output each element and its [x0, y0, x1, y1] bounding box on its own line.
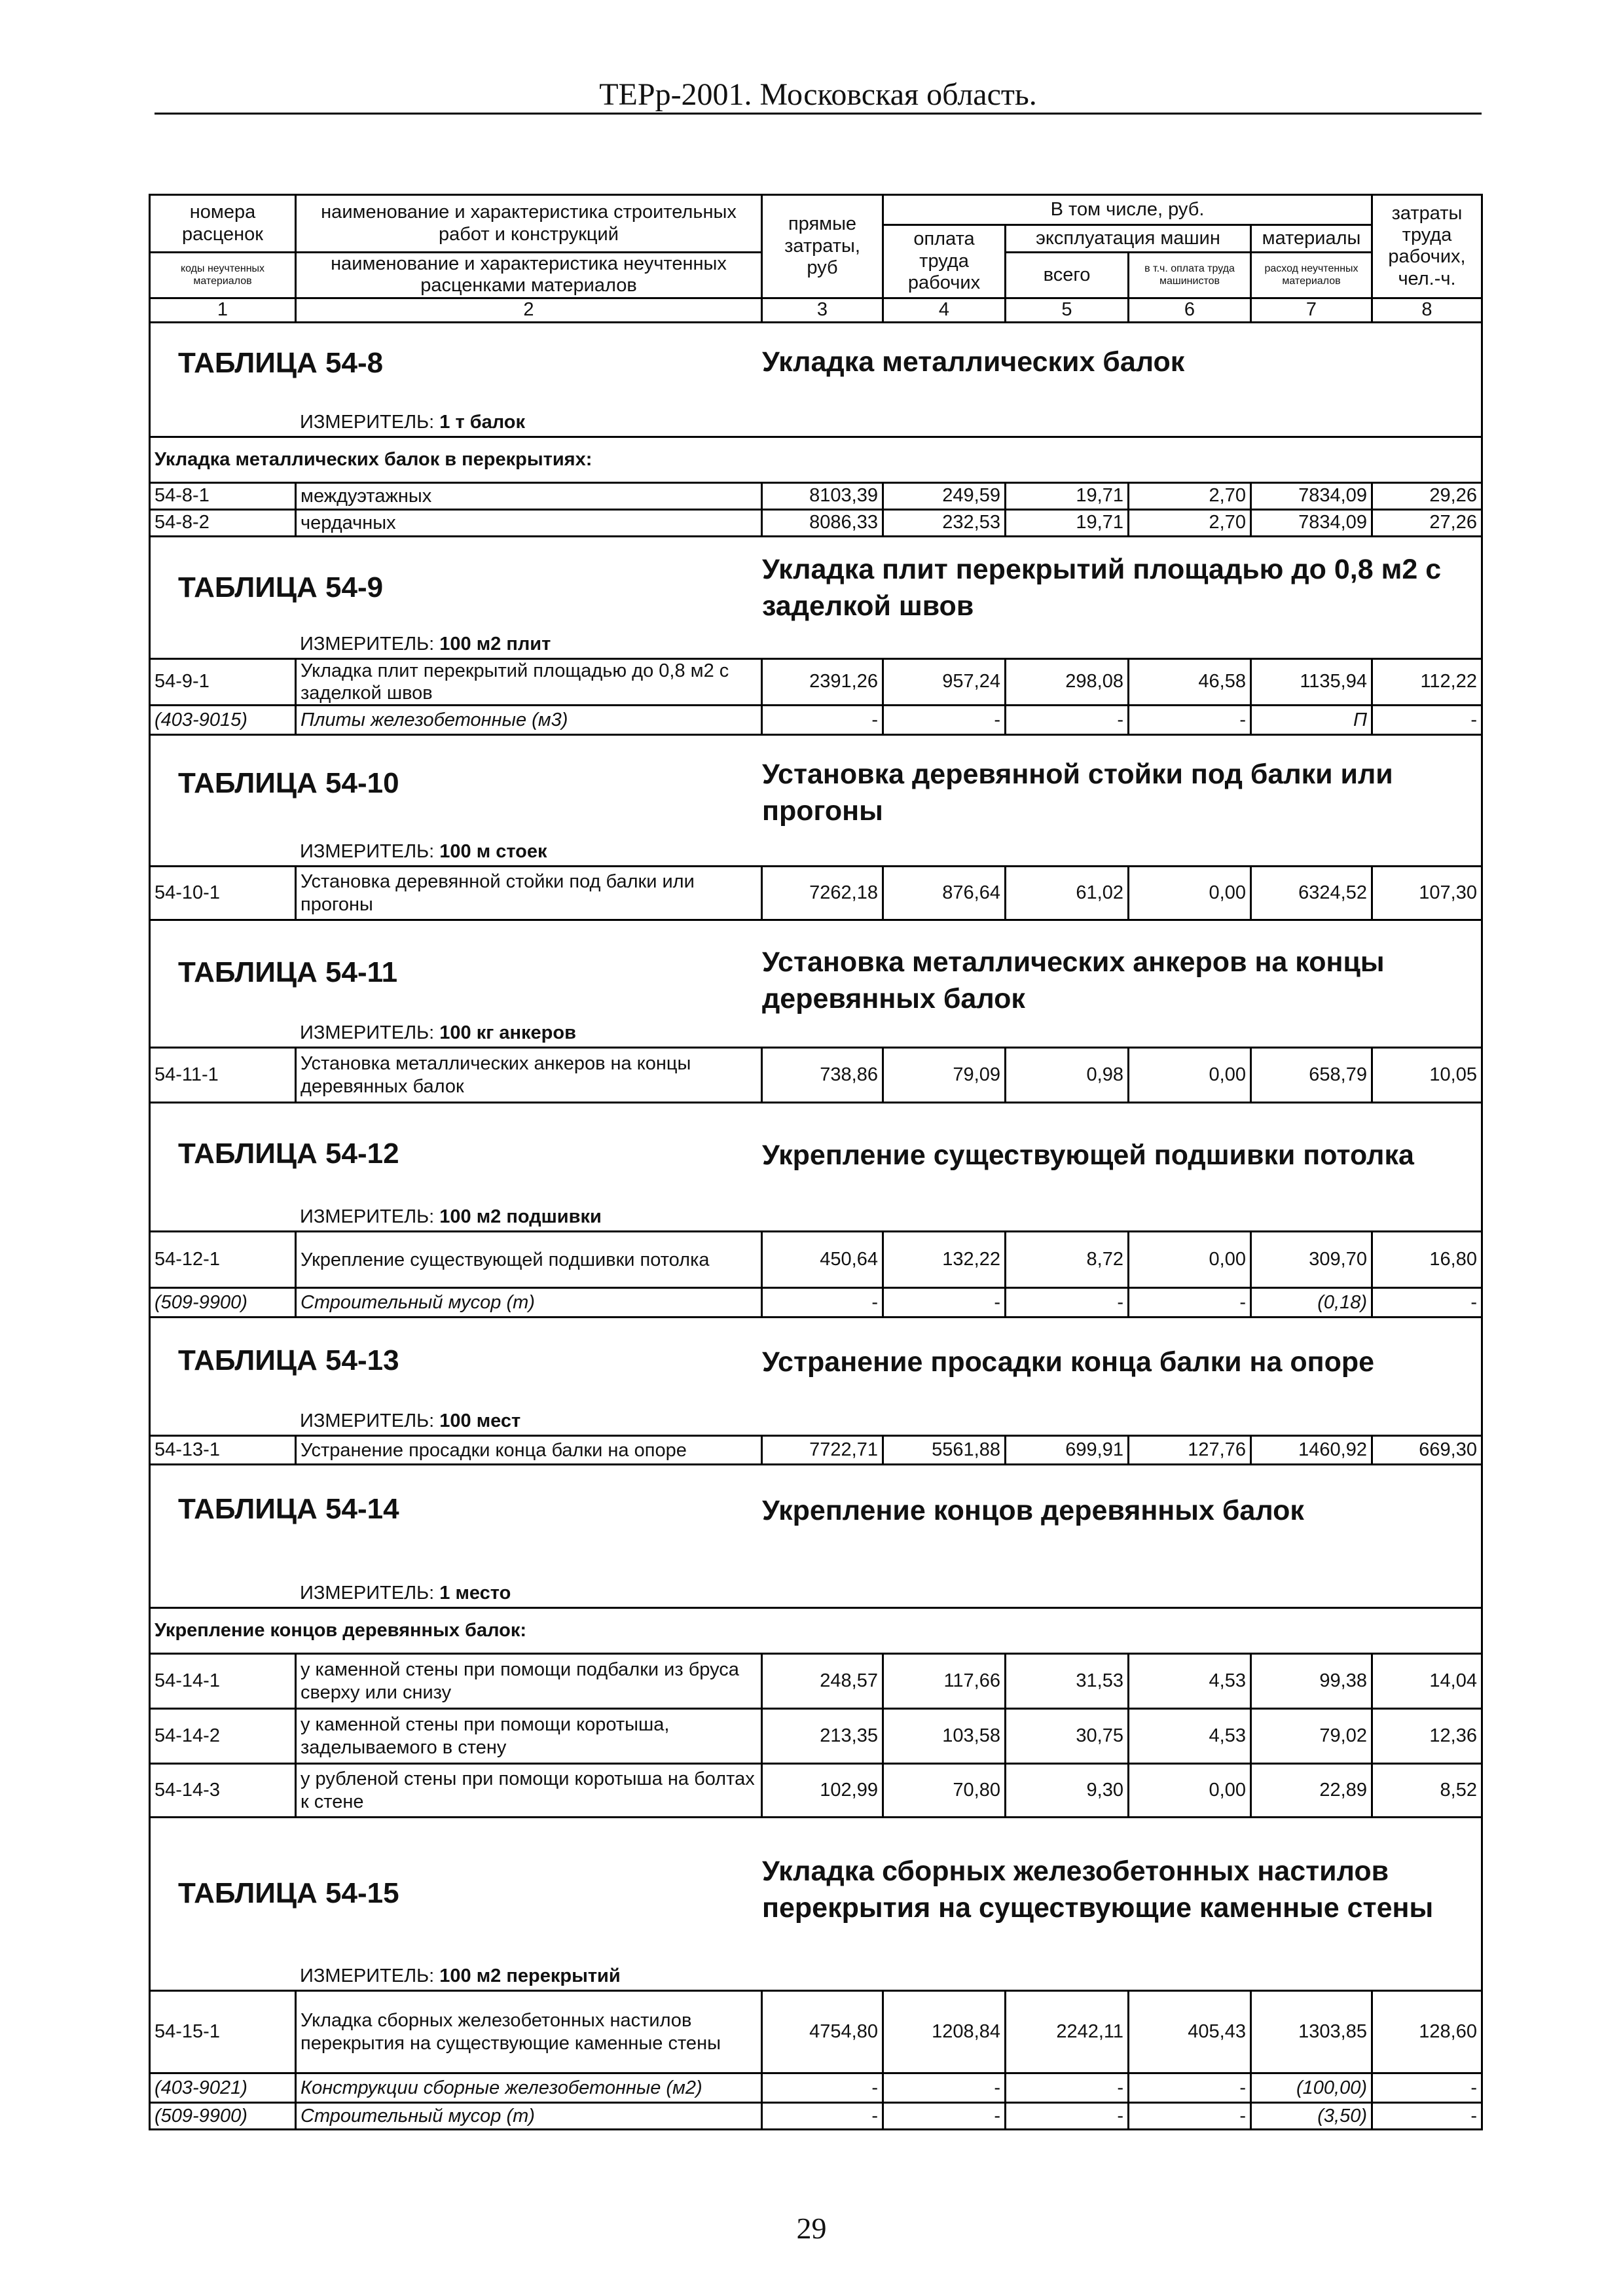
- cell-col-5: 19,71: [1006, 482, 1129, 509]
- col-5-header: всего: [1006, 253, 1129, 298]
- section-measure: [300, 1410, 520, 1432]
- rate-row: [150, 482, 1482, 509]
- cell-col-8: -: [1372, 2073, 1482, 2103]
- cell-col-5: 61,02: [1006, 867, 1129, 920]
- measure-label: ИЗМЕРИТЕЛЬ:: [300, 633, 440, 655]
- cell-col-5: 699,91: [1006, 1436, 1129, 1465]
- section-title: Укрепление существующей подшивки потолка: [762, 1139, 1414, 1172]
- cell-col-5: -: [1006, 1288, 1129, 1318]
- section-title: Устранение просадки конца балки на опоре: [762, 1346, 1375, 1378]
- machines-header: эксплуатация машин: [1006, 225, 1251, 253]
- cell-col-5: -: [1006, 706, 1129, 735]
- col-7-header: расход неучтенных материалов: [1251, 253, 1372, 298]
- cell-col-4: -: [883, 706, 1006, 735]
- col-8-header: затраты труда рабочих, чел.-ч.: [1372, 195, 1482, 298]
- section-table-label: ТАБЛИЦА 54-9: [178, 571, 384, 603]
- cell-col-6: 0,00: [1129, 1232, 1251, 1288]
- cell-col-6: 2,70: [1129, 509, 1251, 536]
- col-1-header: номера расценок: [150, 195, 296, 253]
- cell-col-7: 1460,92: [1251, 1436, 1372, 1465]
- section-header-row: [150, 1465, 1482, 1608]
- cell-col-4: 117,66: [883, 1654, 1006, 1709]
- cell-col-5: 298,08: [1006, 658, 1129, 705]
- rate-row: [150, 509, 1482, 536]
- section-table-label: ТАБЛИЦА 54-14: [178, 1493, 399, 1526]
- cell-col-7: П: [1251, 706, 1372, 735]
- section-title: Укладка плит перекрытий площадью до 0,8 м2 с заделкой швов: [762, 553, 1442, 622]
- row-name: Плиты железобетонные (м3): [296, 706, 762, 735]
- cell-col-7: 7834,09: [1251, 482, 1372, 509]
- page-header: ТЕРр-2001. Московская область.: [155, 77, 1482, 115]
- cell-col-4: 5561,88: [883, 1436, 1006, 1465]
- col-2-subheader: наименование и характеристика неучтенных расценками материалов: [296, 253, 762, 298]
- section-table-label: ТАБЛИЦА 54-8: [178, 346, 384, 379]
- cell-col-8: 14,04: [1372, 1654, 1482, 1709]
- cell-col-8: -: [1372, 1288, 1482, 1318]
- section-header-row: [150, 920, 1482, 1048]
- measure-label: ИЗМЕРИТЕЛЬ:: [300, 1206, 440, 1228]
- cell-col-6: 0,00: [1129, 1048, 1251, 1103]
- section-header: [150, 1318, 1482, 1436]
- measure-value: 100 м2 подшивки: [439, 1206, 602, 1228]
- material-row: [150, 2073, 1482, 2103]
- row-name: чердачных: [296, 509, 762, 536]
- material-row: [150, 706, 1482, 735]
- cell-col-8: 10,05: [1372, 1048, 1482, 1103]
- material-row: [150, 1288, 1482, 1318]
- row-code: 54-13-1: [150, 1436, 296, 1465]
- measure-value: 100 мест: [439, 1410, 521, 1432]
- cell-col-4: -: [883, 1288, 1006, 1318]
- cell-col-7: 1135,94: [1251, 658, 1372, 705]
- cell-col-6: 2,70: [1129, 482, 1251, 509]
- cell-col-3: 7262,18: [762, 867, 883, 920]
- section-table-label: ТАБЛИЦА 54-12: [178, 1138, 399, 1170]
- section-header: [150, 1103, 1482, 1232]
- cell-col-6: 46,58: [1129, 658, 1251, 705]
- row-name: Конструкции сборные железобетонные (м2): [296, 2073, 762, 2103]
- col-1-subheader: коды неучтенных материалов: [150, 253, 296, 298]
- row-name: Укладка сборных железобетонных настилов перекрытия на существующие каменные стены: [296, 1991, 762, 2073]
- cell-col-3: -: [762, 2103, 883, 2130]
- section-subheader: Укладка металлических балок в перекрытиях:: [150, 437, 1482, 482]
- row-name: междуэтажных: [296, 482, 762, 509]
- cell-col-6: 0,00: [1129, 867, 1251, 920]
- row-name: Строительный мусор (т): [296, 1288, 762, 1318]
- cell-col-6: 405,43: [1129, 1991, 1251, 2073]
- cell-col-7: 309,70: [1251, 1232, 1372, 1288]
- rate-row: [150, 867, 1482, 920]
- section-measure: [300, 1022, 576, 1044]
- cell-col-8: 16,80: [1372, 1232, 1482, 1288]
- cell-col-7: (0,18): [1251, 1288, 1372, 1318]
- section-header-row: [150, 1103, 1482, 1232]
- section-measure: [300, 412, 525, 433]
- rate-row: [150, 1709, 1482, 1764]
- cell-col-5: 30,75: [1006, 1709, 1129, 1764]
- cell-col-3: 8103,39: [762, 482, 883, 509]
- section-table-label: ТАБЛИЦА 54-13: [178, 1344, 399, 1377]
- cell-col-7: 79,02: [1251, 1709, 1372, 1764]
- cell-col-5: 31,53: [1006, 1654, 1129, 1709]
- materials-header: материалы: [1251, 225, 1372, 253]
- col-2-header: наименование и характеристика строительных работ и конструкций: [296, 195, 762, 253]
- cell-col-4: 249,59: [883, 482, 1006, 509]
- row-name: Установка деревянной стойки под балки или прогоны: [296, 867, 762, 920]
- rates-table: [149, 194, 1483, 2130]
- cell-col-4: 132,22: [883, 1232, 1006, 1288]
- cell-col-6: -: [1129, 1288, 1251, 1318]
- cell-col-8: 8,52: [1372, 1764, 1482, 1818]
- cell-col-7: (3,50): [1251, 2103, 1372, 2130]
- section-title: Установка металлических анкеров на концы деревянных балок: [762, 946, 1385, 1015]
- cell-col-5: -: [1006, 2103, 1129, 2130]
- section-header-row: [150, 1818, 1482, 1991]
- col-3-header: прямые затраты, руб: [762, 195, 883, 298]
- measure-label: ИЗМЕРИТЕЛЬ:: [300, 1022, 440, 1044]
- cell-col-3: 213,35: [762, 1709, 883, 1764]
- section-header: [150, 1465, 1482, 1608]
- section-title: Укладка сборных железобетонных настилов перекрытия на существующие каменные стены: [762, 1856, 1434, 1924]
- row-code: (509-9900): [150, 1288, 296, 1318]
- measure-label: ИЗМЕРИТЕЛЬ:: [300, 411, 440, 433]
- row-name: Установка металлических анкеров на концы деревянных балок: [296, 1048, 762, 1103]
- section-subheader-row: [150, 1608, 1482, 1654]
- section-table-label: ТАБЛИЦА 54-15: [178, 1877, 399, 1910]
- cell-col-7: 658,79: [1251, 1048, 1372, 1103]
- row-code: (403-9015): [150, 706, 296, 735]
- row-code: 54-14-2: [150, 1709, 296, 1764]
- rate-row: [150, 1048, 1482, 1103]
- measure-label: ИЗМЕРИТЕЛЬ:: [300, 841, 440, 863]
- col-number-5: 5: [1006, 298, 1129, 322]
- cell-col-6: -: [1129, 2103, 1251, 2130]
- col-number-6: 6: [1129, 298, 1251, 322]
- cell-col-5: 19,71: [1006, 509, 1129, 536]
- cell-col-5: 0,98: [1006, 1048, 1129, 1103]
- cell-col-6: -: [1129, 706, 1251, 735]
- cell-col-8: 12,36: [1372, 1709, 1482, 1764]
- section-header: [150, 735, 1482, 867]
- section-header: [150, 322, 1482, 437]
- measure-value: 1 место: [439, 1583, 511, 1604]
- section-subheader-row: [150, 437, 1482, 482]
- col-number-7: 7: [1251, 298, 1372, 322]
- cell-col-5: 2242,11: [1006, 1991, 1129, 2073]
- row-code: 54-9-1: [150, 658, 296, 705]
- cell-col-4: 79,09: [883, 1048, 1006, 1103]
- section-title: Укладка металлических балок: [762, 346, 1185, 378]
- measure-label: ИЗМЕРИТЕЛЬ:: [300, 1410, 440, 1432]
- material-row: [150, 2103, 1482, 2130]
- row-name: Укрепление существующей подшивки потолка: [296, 1232, 762, 1288]
- row-code: 54-14-3: [150, 1764, 296, 1818]
- row-code: 54-11-1: [150, 1048, 296, 1103]
- section-measure: [300, 841, 547, 863]
- row-name: у каменной стены при помощи коротыша, заделываемого в стену: [296, 1709, 762, 1764]
- section-subheader: Укрепление концов деревянных балок:: [150, 1608, 1482, 1654]
- cell-col-4: -: [883, 2073, 1006, 2103]
- measure-value: 1 т балок: [439, 411, 526, 433]
- cell-col-8: 669,30: [1372, 1436, 1482, 1465]
- cell-col-4: 70,80: [883, 1764, 1006, 1818]
- row-code: 54-8-2: [150, 509, 296, 536]
- section-header: [150, 920, 1482, 1048]
- cell-col-4: 876,64: [883, 867, 1006, 920]
- cell-col-8: -: [1372, 2103, 1482, 2130]
- cell-col-4: 957,24: [883, 658, 1006, 705]
- cell-col-5: 8,72: [1006, 1232, 1129, 1288]
- section-header: [150, 536, 1482, 658]
- rate-row: [150, 1991, 1482, 2073]
- cell-col-6: 4,53: [1129, 1709, 1251, 1764]
- cell-col-4: -: [883, 2103, 1006, 2130]
- col-number-2: 2: [296, 298, 762, 322]
- cell-col-7: 7834,09: [1251, 509, 1372, 536]
- row-name: Устранение просадки конца балки на опоре: [296, 1436, 762, 1465]
- cell-col-3: -: [762, 2073, 883, 2103]
- col-4-header: оплата труда рабочих: [883, 225, 1006, 298]
- row-name: у рубленой стены при помощи коротыша на болтах к стене: [296, 1764, 762, 1818]
- row-code: 54-8-1: [150, 482, 296, 509]
- cell-col-8: 128,60: [1372, 1991, 1482, 2073]
- row-name: Укладка плит перекрытий площадью до 0,8 м2 с заделкой швов: [296, 658, 762, 705]
- cell-col-6: 0,00: [1129, 1764, 1251, 1818]
- cell-col-8: 107,30: [1372, 867, 1482, 920]
- section-header-row: [150, 735, 1482, 867]
- cell-col-8: 29,26: [1372, 482, 1482, 509]
- cell-col-8: 112,22: [1372, 658, 1482, 705]
- section-measure: [300, 1965, 621, 1987]
- row-code: 54-12-1: [150, 1232, 296, 1288]
- row-code: (403-9021): [150, 2073, 296, 2103]
- cell-col-7: 22,89: [1251, 1764, 1372, 1818]
- cell-col-6: 127,76: [1129, 1436, 1251, 1465]
- cell-col-8: -: [1372, 706, 1482, 735]
- col-number-1: 1: [150, 298, 296, 322]
- cell-col-7: 6324,52: [1251, 867, 1372, 920]
- section-table-label: ТАБЛИЦА 54-10: [178, 767, 399, 800]
- row-code: 54-14-1: [150, 1654, 296, 1709]
- measure-value: 100 кг анкеров: [439, 1022, 576, 1044]
- cell-col-6: -: [1129, 2073, 1251, 2103]
- rate-row: [150, 658, 1482, 705]
- rate-row: [150, 1232, 1482, 1288]
- col-number-4: 4: [883, 298, 1006, 322]
- row-code: 54-15-1: [150, 1991, 296, 2073]
- cell-col-3: 2391,26: [762, 658, 883, 705]
- cell-col-3: -: [762, 706, 883, 735]
- section-measure: [300, 634, 551, 655]
- cell-col-3: 4754,80: [762, 1991, 883, 2073]
- row-code: 54-10-1: [150, 867, 296, 920]
- section-title: Установка деревянной стойки под балки или прогоны: [762, 759, 1393, 827]
- section-table-label: ТАБЛИЦА 54-11: [178, 956, 398, 989]
- measure-label: ИЗМЕРИТЕЛЬ:: [300, 1965, 440, 1987]
- section-header-row: [150, 536, 1482, 658]
- group-header: В том числе, руб.: [883, 195, 1372, 225]
- page-number: 29: [796, 2212, 827, 2245]
- cell-col-4: 103,58: [883, 1709, 1006, 1764]
- cell-col-4: 1208,84: [883, 1991, 1006, 2073]
- cell-col-3: 248,57: [762, 1654, 883, 1709]
- cell-col-3: 450,64: [762, 1232, 883, 1288]
- row-code: (509-9900): [150, 2103, 296, 2130]
- measure-value: 100 м2 плит: [439, 633, 551, 655]
- section-measure: [300, 1583, 511, 1604]
- cell-col-3: -: [762, 1288, 883, 1318]
- rate-row: [150, 1654, 1482, 1709]
- cell-col-5: 9,30: [1006, 1764, 1129, 1818]
- section-measure: [300, 1206, 602, 1228]
- col-number-3: 3: [762, 298, 883, 322]
- measure-value: 100 м2 перекрытий: [439, 1965, 621, 1987]
- cell-col-3: 8086,33: [762, 509, 883, 536]
- cell-col-3: 738,86: [762, 1048, 883, 1103]
- measure-value: 100 м стоек: [439, 841, 547, 863]
- section-title: Укрепление концов деревянных балок: [762, 1495, 1304, 1527]
- cell-col-3: 102,99: [762, 1764, 883, 1818]
- header-row-1: [150, 195, 1482, 225]
- row-name: у каменной стены при помощи подбалки из бруса сверху или снизу: [296, 1654, 762, 1709]
- cell-col-7: 1303,85: [1251, 1991, 1372, 2073]
- cell-col-3: 7722,71: [762, 1436, 883, 1465]
- cell-col-8: 27,26: [1372, 509, 1482, 536]
- row-name: Строительный мусор (т): [296, 2103, 762, 2130]
- cell-col-7: 99,38: [1251, 1654, 1372, 1709]
- column-number-row: [150, 298, 1482, 322]
- measure-label: ИЗМЕРИТЕЛЬ:: [300, 1583, 440, 1604]
- section-header: [150, 1818, 1482, 1991]
- col-number-8: 8: [1372, 298, 1482, 322]
- cell-col-4: 232,53: [883, 509, 1006, 536]
- rate-row: [150, 1764, 1482, 1818]
- rate-row: [150, 1436, 1482, 1465]
- col-6-header: в т.ч. оплата труда машинистов: [1129, 253, 1251, 298]
- section-header-row: [150, 322, 1482, 437]
- cell-col-6: 4,53: [1129, 1654, 1251, 1709]
- cell-col-7: (100,00): [1251, 2073, 1372, 2103]
- section-header-row: [150, 1318, 1482, 1436]
- cell-col-5: -: [1006, 2073, 1129, 2103]
